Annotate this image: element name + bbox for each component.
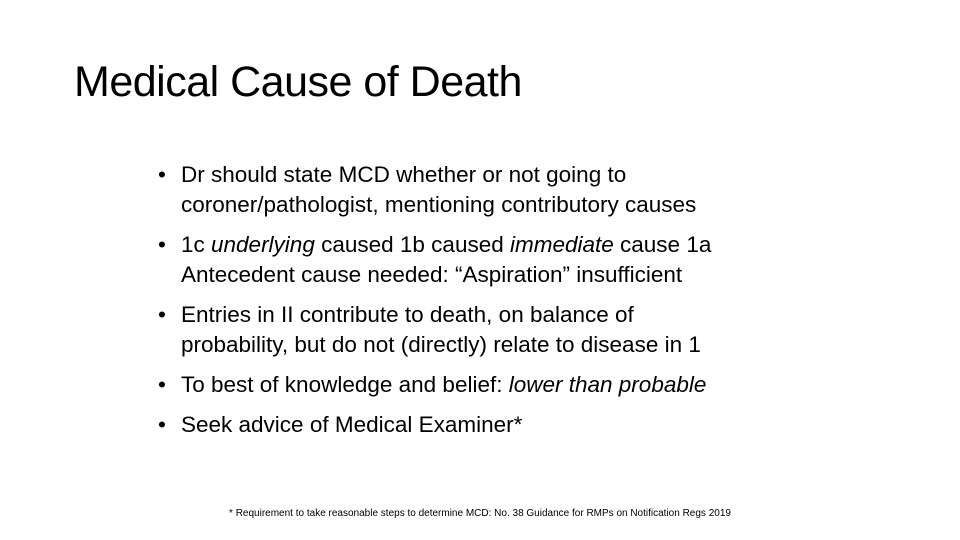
bullet-marker: •	[158, 372, 166, 397]
bullet-text: Entries in II contribute to death, on balance of	[181, 302, 634, 327]
bullet-text: Seek advice of Medical Examiner*	[181, 412, 523, 437]
bullet-text-italic: immediate	[509, 232, 614, 257]
bullet-line	[181, 190, 858, 220]
bullet-line	[181, 410, 858, 440]
bullet-item	[158, 300, 858, 360]
slide-title: Medical Cause of Death	[74, 58, 522, 106]
bullet-text: Dr should state MCD whether or not going to	[181, 162, 627, 187]
bullet-line	[181, 260, 858, 290]
bullet-marker: •	[158, 302, 166, 327]
bullet-text-italic: lower than probable	[508, 372, 707, 397]
bullet-line	[181, 300, 858, 330]
bullet-line	[181, 370, 858, 400]
bullet-line	[181, 230, 858, 260]
bullet-item	[158, 370, 858, 400]
bullet-text: 1c	[181, 232, 212, 257]
bullet-marker: •	[158, 232, 166, 257]
bullet-text: probability, but do not (directly) relate to disease in 1	[181, 332, 701, 357]
bullet-line	[181, 330, 858, 360]
bullet-marker: •	[158, 412, 166, 437]
bullet-text: To best of knowledge and belief:	[181, 372, 509, 397]
bullet-text-italic: underlying	[211, 232, 315, 257]
footnote: * Requirement to take reasonable steps to determine MCD: No. 38 Guidance for RMPs on Notification Regs 2019	[229, 508, 731, 519]
bullet-text: caused 1b caused	[314, 232, 510, 257]
bullet-text: cause 1a	[613, 232, 712, 257]
bullet-marker: •	[158, 162, 166, 187]
bullet-line	[181, 160, 858, 190]
bullet-text: Antecedent cause needed: “Aspiration” insufficient	[181, 262, 683, 287]
bullet-item	[158, 410, 858, 440]
bullet-text: coroner/pathologist, mentioning contributory causes	[181, 192, 697, 217]
bullet-item	[158, 230, 858, 290]
bullet-list	[158, 160, 858, 450]
bullet-item	[158, 160, 858, 220]
